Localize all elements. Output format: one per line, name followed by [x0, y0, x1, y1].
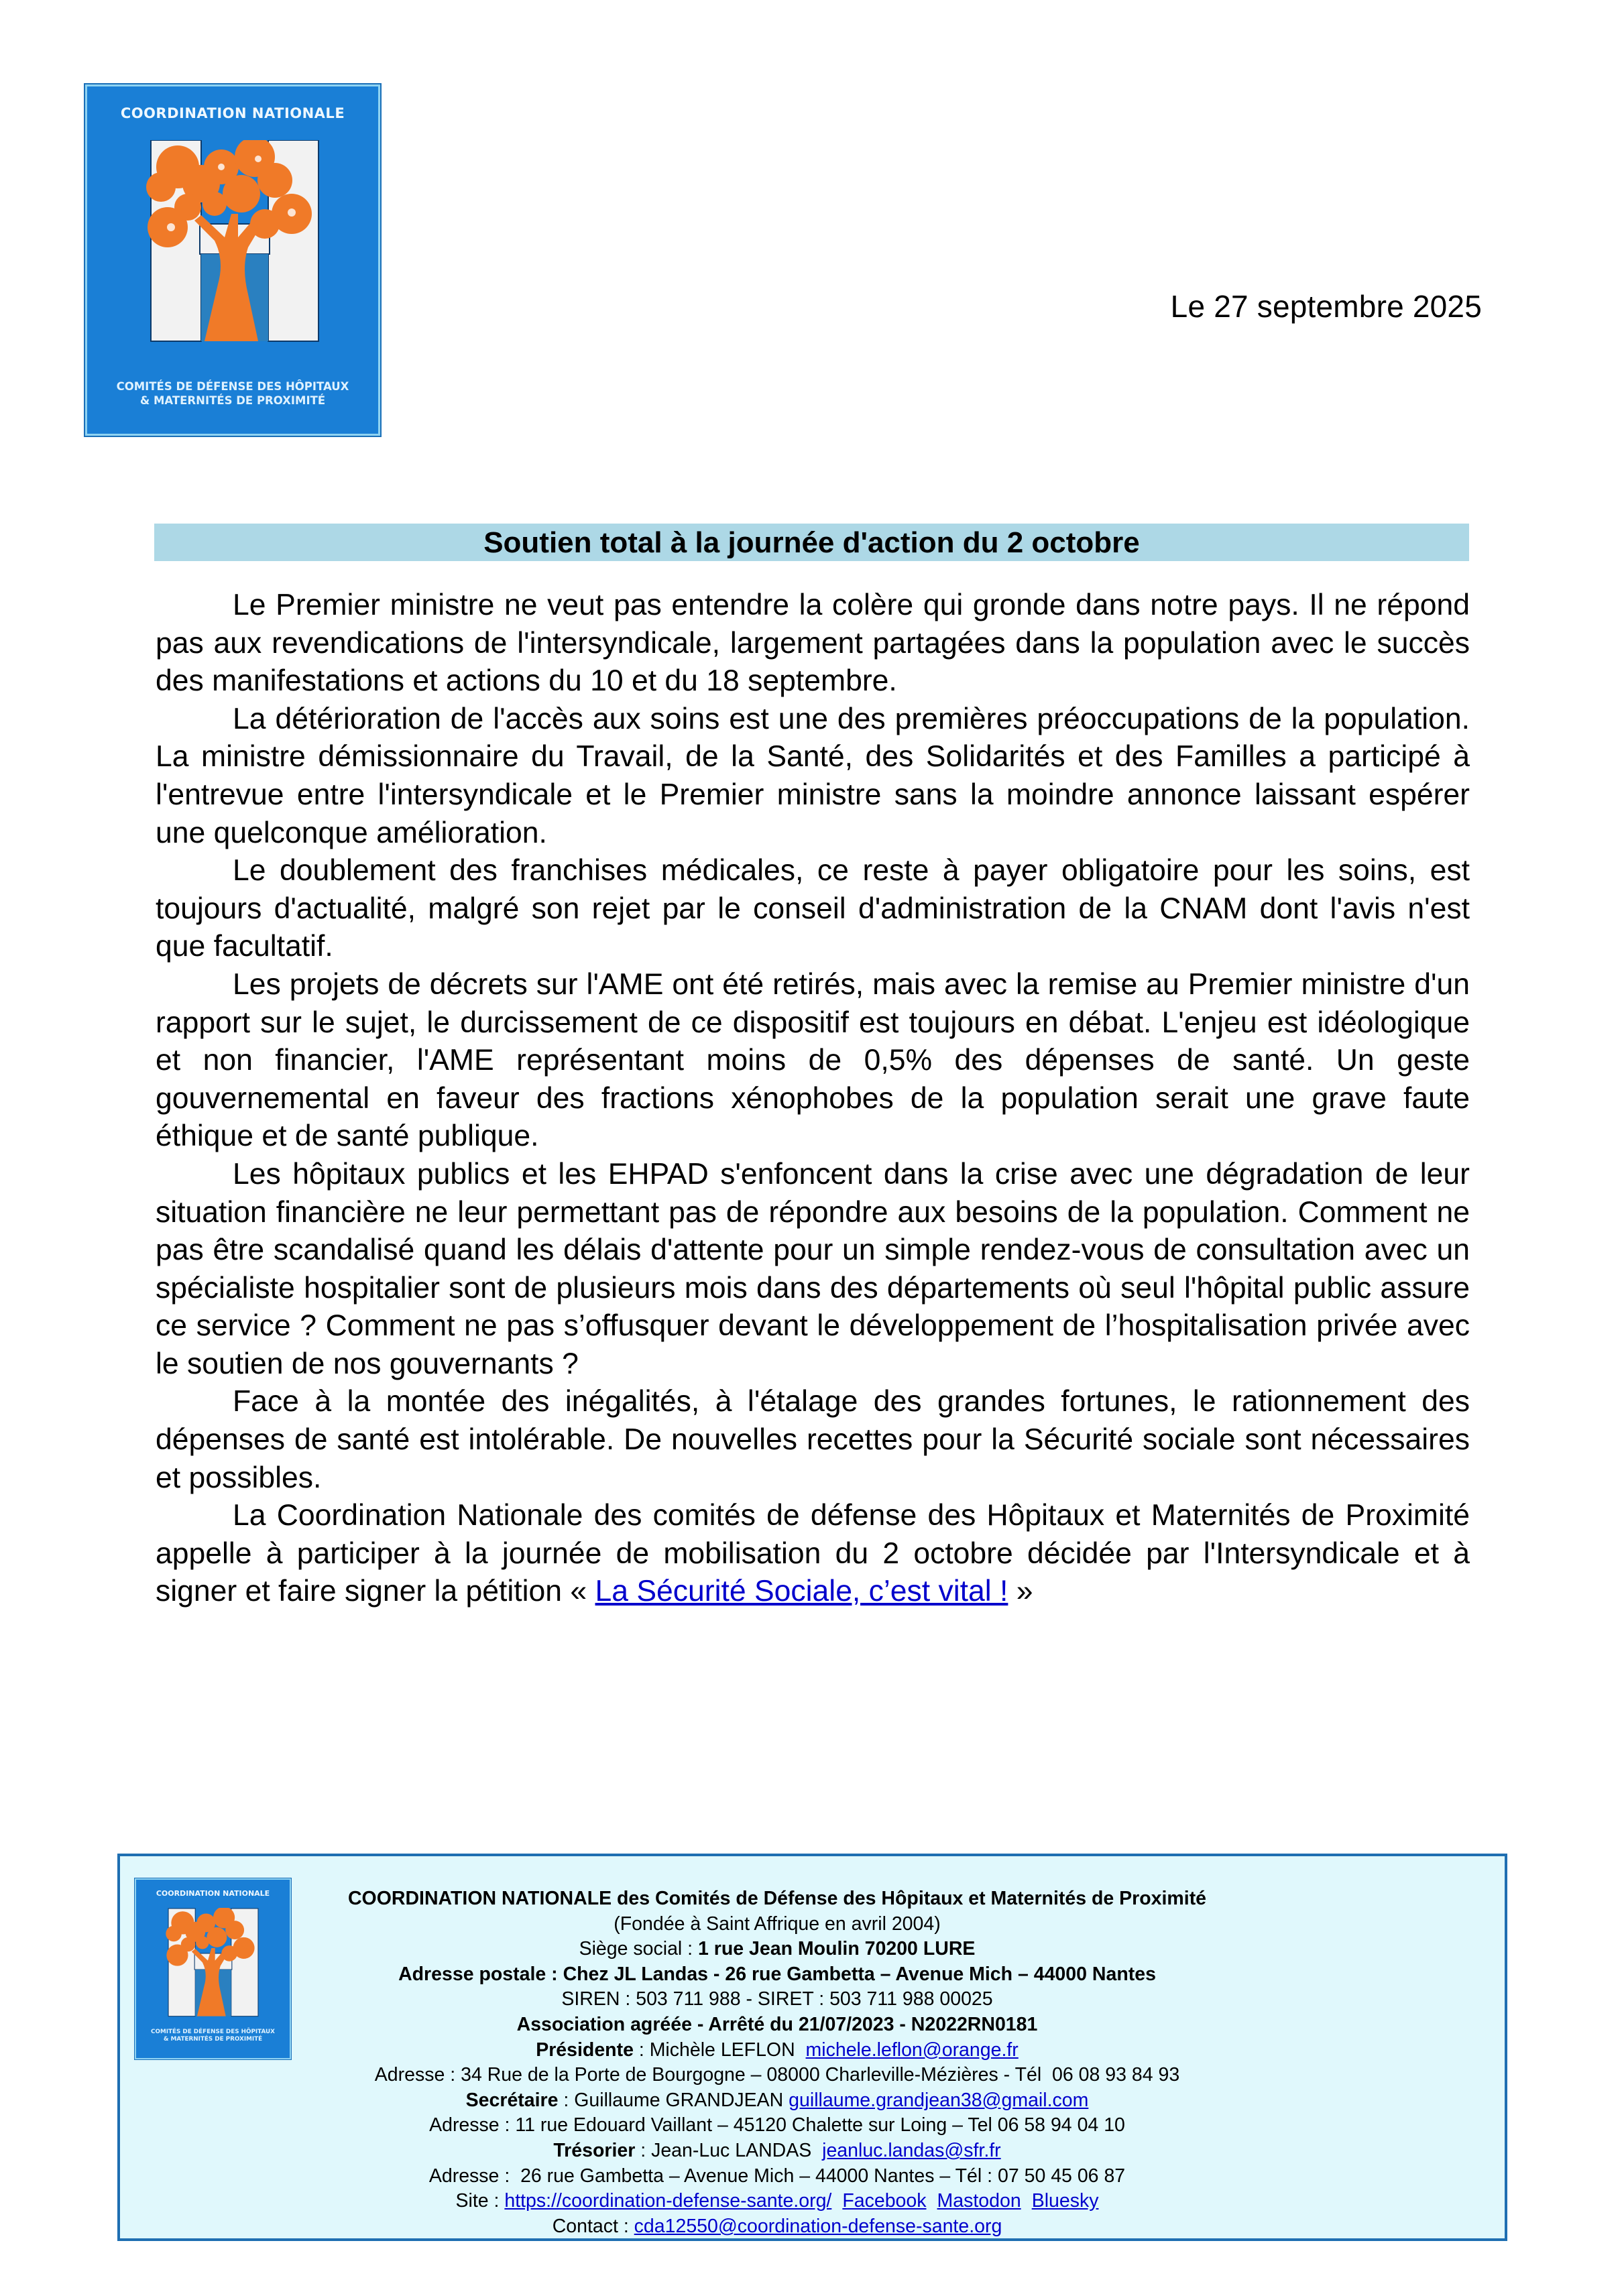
hospital-tree-icon	[163, 1908, 264, 2020]
document-title: Soutien total à la journée d'action du 2 octobre	[154, 524, 1469, 561]
agreement-line	[341, 2012, 1213, 2038]
footer-box	[117, 1854, 1507, 2241]
logo-subtitle-line1: COMITÉS DE DÉFENSE DES HÔPITAUX	[116, 380, 349, 393]
treasurer-name: : Jean-Luc LANDAS	[635, 2139, 823, 2161]
logo-subtitle-line2: & MATERNITÉS DE PROXIMITÉ	[139, 394, 326, 407]
president-line	[341, 2038, 1213, 2063]
paragraph: Face à la montée des inégalités, à l'étalage des grandes fortunes, le rationnement des dépenses de santé est intolérable. De nouvelles recettes pour la Sécurité sociale sont nécessaires et possibles.	[156, 1385, 1470, 1494]
site-label: Site :	[455, 2190, 505, 2212]
document-body	[156, 587, 1470, 1611]
closing-text: La Coordination Nationale des comités de défense des Hôpitaux et Maternités de Proximité appelle à participer à la journée de mobilisation du 2 octobre décidée par l'Intersyndicale et à signer et faire signer la pétition «	[156, 1499, 1470, 1608]
president-address: Adresse : 34 Rue de la Porte de Bourgogne – 08000 Charleville-Mézières - Tél 06 08 93 84 93	[374, 2064, 1180, 2086]
hospital-tree-icon	[141, 140, 329, 348]
treasurer-address: Adresse : 26 rue Gambetta – Avenue Mich – 44000 Nantes – Tél : 07 50 45 06 87	[428, 2165, 1126, 2187]
paragraph: Les hôpitaux publics et les EHPAD s'enfoncent dans la crise avec une dégradation de leur situation financière ne leur permettant pas de répondre aux besoins de la population. Comment ne pas être scandalisé quand les délais d'attente pour un simple rendez-vous de consultation avec un spécialiste hospitalier sont de plusieurs mois dans des départements où seul l'hôpital public assure ce service ? Comment ne pas s’offusquer devant le développement de l’hospitalisation privée avec le soutien de nos gouvernants ?	[156, 1157, 1470, 1380]
organization-logo	[85, 84, 380, 436]
siren-line: SIREN : 503 711 988 - SIRET : 503 711 988 00025	[561, 1988, 993, 2010]
president-role: Présidente	[536, 2039, 634, 2061]
paragraph: Les projets de décrets sur l'AME ont été retirés, mais avec la remise au Premier ministre d'un rapport sur le sujet, le durcissement de ce dispositif est toujours en débat. L'enjeu est idéologique et non financier, l'AME représentant moins de 0,5% des dépenses de santé. Un geste gouvernemental en faveur des fractions xénophobes de la population serait une grave faute éthique et de santé publique.	[156, 967, 1470, 1153]
paragraph: La détérioration de l'accès aux soins est une des premières préoccupations de la population. La ministre démissionnaire du Travail, de la Santé, des Solidarités et des Familles a participé à l'entrevue entre l'intersyndicale et le Premier ministre sans la moindre annonce laissant espérer une quelconque amélioration.	[156, 702, 1470, 849]
petition-link[interactable]: La Sécurité Sociale, c’est vital !	[595, 1575, 1008, 1608]
closing-quote: »	[1008, 1575, 1033, 1608]
logo-subtitle-line2: & MATERNITÉS DE PROXIMITÉ	[163, 2035, 263, 2043]
secretary-role: Secrétaire	[465, 2089, 559, 2111]
siege-value: 1 rue Jean Moulin 70200 LURE	[698, 1938, 976, 1960]
logo-title: COORDINATION NATIONALE	[120, 105, 345, 121]
facebook-link[interactable]: Facebook	[842, 2190, 927, 2212]
footer-contact-info	[341, 1886, 1213, 2239]
secretary-line	[341, 2088, 1213, 2114]
contact-label: Contact :	[552, 2215, 634, 2237]
paragraph: Le Premier ministre ne veut pas entendre la colère qui gronde dans notre pays. Il ne répond pas aux revendications de l'intersyndicale, largement partagées dans la population avec le succès des manifestations et actions du 10 et du 18 septembre.	[156, 589, 1470, 698]
secretary-email-link[interactable]: guillaume.grandjean38@gmail.com	[789, 2089, 1089, 2111]
president-name: : Michèle LEFLON	[633, 2039, 806, 2061]
treasurer-email-link[interactable]: jeanluc.landas@sfr.fr	[822, 2139, 1001, 2161]
contact-email-link[interactable]: cda12550@coordination-defense-sante.org	[634, 2215, 1002, 2237]
siege-label: Siège social :	[579, 1938, 699, 1960]
mastodon-link[interactable]: Mastodon	[937, 2190, 1021, 2212]
postal-address-text: Adresse postale : Chez JL Landas - 26 rue Gambetta – Avenue Mich – 44000 Nantes	[398, 1963, 1156, 1985]
contact-line	[341, 2214, 1213, 2240]
closing-paragraph	[156, 1497, 1470, 1611]
president-email-link[interactable]: michele.leflon@orange.fr	[805, 2039, 1019, 2061]
founded-line: (Fondée à Saint Affrique en avril 2004)	[614, 1913, 941, 1935]
secretary-address: Adresse : 11 rue Edouard Vaillant – 45120 Chalette sur Loing – Tel 06 58 94 04 10	[429, 2114, 1125, 2136]
secretary-name: : Guillaume GRANDJEAN	[558, 2089, 789, 2111]
postal-address	[341, 1962, 1213, 1988]
siege-line	[341, 1937, 1213, 1962]
org-name	[341, 1886, 1213, 1912]
document-date: Le 27 septembre 2025	[1170, 289, 1482, 324]
footer-logo	[135, 1878, 291, 2059]
website-link[interactable]: https://coordination-defense-sante.org/	[504, 2190, 832, 2212]
footer-logo-title: COORDINATION NATIONALE	[156, 1889, 270, 1898]
treasurer-role: Trésorier	[553, 2139, 636, 2161]
footer-logo-subtitle	[136, 2029, 290, 2043]
bluesky-link[interactable]: Bluesky	[1031, 2190, 1099, 2212]
org-name-bold: COORDINATION NATIONALE	[347, 1888, 612, 1909]
treasurer-line	[341, 2138, 1213, 2164]
logo-subtitle-line1: COMITÉS DE DÉFENSE DES HÔPITAUX	[151, 2029, 275, 2035]
org-name-rest: des Comités de Défense des Hôpitaux et Maternités de Proximité	[612, 1888, 1207, 1909]
logo-subtitle	[87, 380, 378, 408]
paragraph: Le doublement des franchises médicales, ce reste à payer obligatoire pour les soins, est toujours d'actualité, malgré son rejet par le conseil d'administration de la CNAM dont l'avis n'est que facultatif.	[156, 854, 1470, 963]
agreement-text: Association agréée - Arrêté du 21/07/2023 - N2022RN0181	[516, 2013, 1038, 2035]
site-line	[341, 2189, 1213, 2214]
